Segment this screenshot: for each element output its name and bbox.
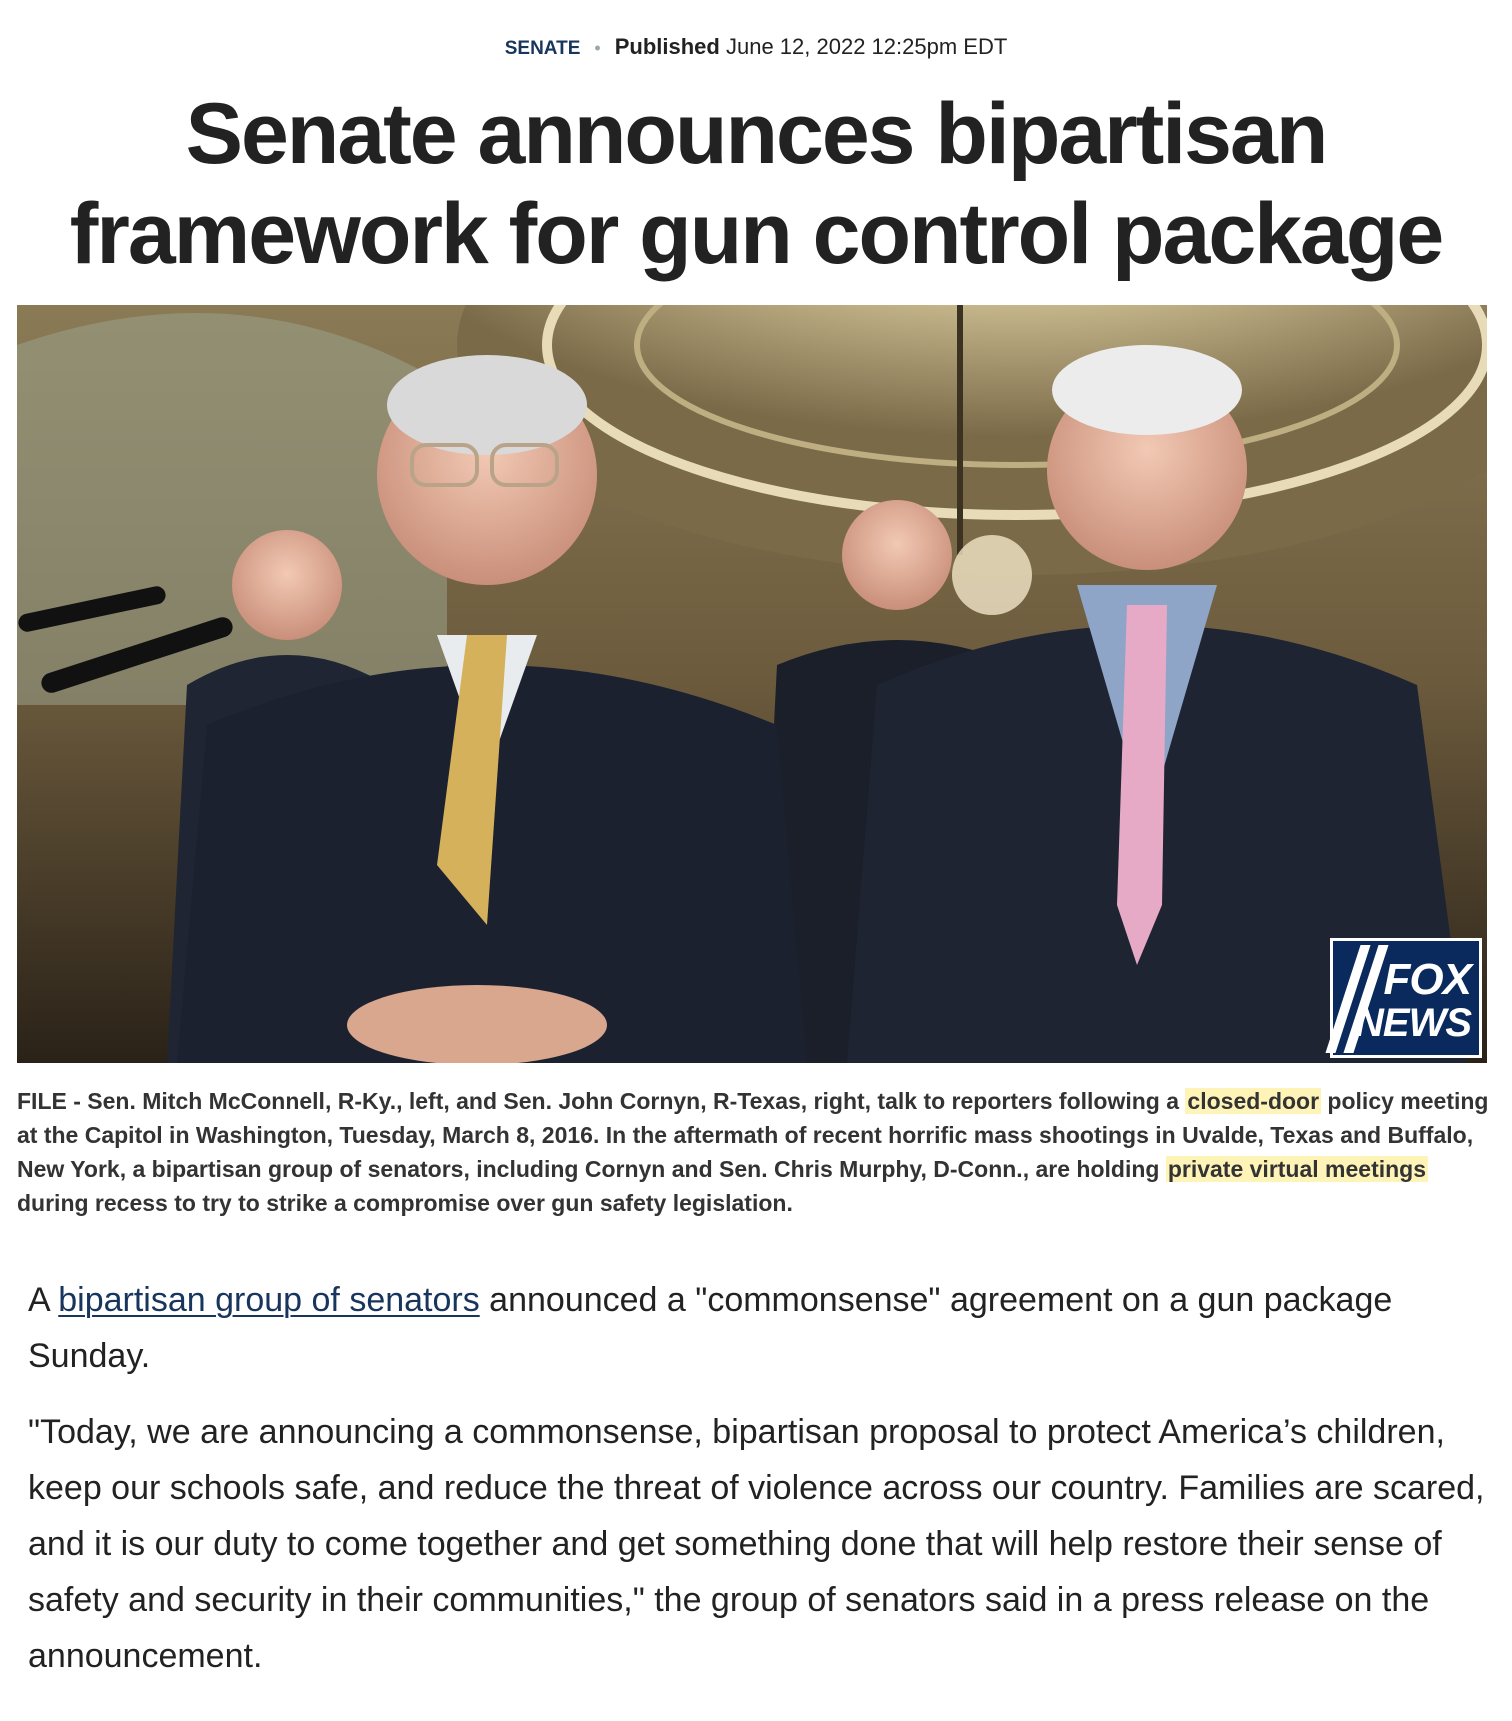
separator-dot: •	[594, 38, 601, 58]
logo-word-1: FOX	[1383, 955, 1471, 1004]
category-link[interactable]: SENATE	[504, 38, 581, 59]
headline-line-2: framework for gun control package	[69, 186, 1443, 282]
body-paragraph-1	[28, 1272, 1488, 1384]
published-date: June 12, 2022 12:25pm EDT	[725, 34, 1008, 59]
bipartisan-group-link[interactable]: bipartisan group of senators	[58, 1281, 480, 1319]
fox-news-logo	[1330, 938, 1482, 1058]
body-paragraph-2: "Today, we are announcing a commonsense, bipartisan proposal to protect America’s children, keep our schools safe, and reduce the threat of violence across our country. Families are scared, and it is our duty to come together and get something done that will help restore their sense of safety and security in their communities," the group of senators said in a press release on the announcement.	[28, 1413, 1485, 1675]
caption-text-1: FILE - Sen. Mitch McConnell, R-Ky., left, and Sen. John Cornyn, R-Texas, right, talk to reporters following a	[17, 1088, 1186, 1114]
photo-caption	[17, 1084, 1497, 1220]
article-photo[interactable]	[17, 305, 1487, 1063]
published-label: Published	[614, 34, 720, 59]
photo-illustration	[17, 305, 1487, 1063]
logo-word-2: NEWS	[1355, 1001, 1471, 1045]
caption-text-2: policy meeting at the Capitol in Washington, Tuesday, March 8, 2016. In the aftermath of recent horrific mass shootings in Uvalde, Texas and Buffalo, New York, a bipartisan group of senators, including Cornyn and Sen. Chris Murphy, D-Conn., are holding	[17, 1088, 1489, 1182]
caption-highlight-1: closed-door	[1187, 1088, 1320, 1114]
paragraph-1-suffix: announced a "commonsense" agreement on a gun package Sunday.	[28, 1281, 1393, 1375]
headline-line-1: Senate announces bipartisan	[185, 86, 1327, 182]
caption-highlight-2: private virtual meetings	[1167, 1156, 1427, 1182]
article-meta	[0, 34, 1512, 60]
caption-text-3: during recess to try to strike a compromise over gun safety legislation.	[17, 1190, 793, 1216]
paragraph-1-prefix: A	[28, 1281, 59, 1319]
article-headline	[0, 84, 1512, 284]
